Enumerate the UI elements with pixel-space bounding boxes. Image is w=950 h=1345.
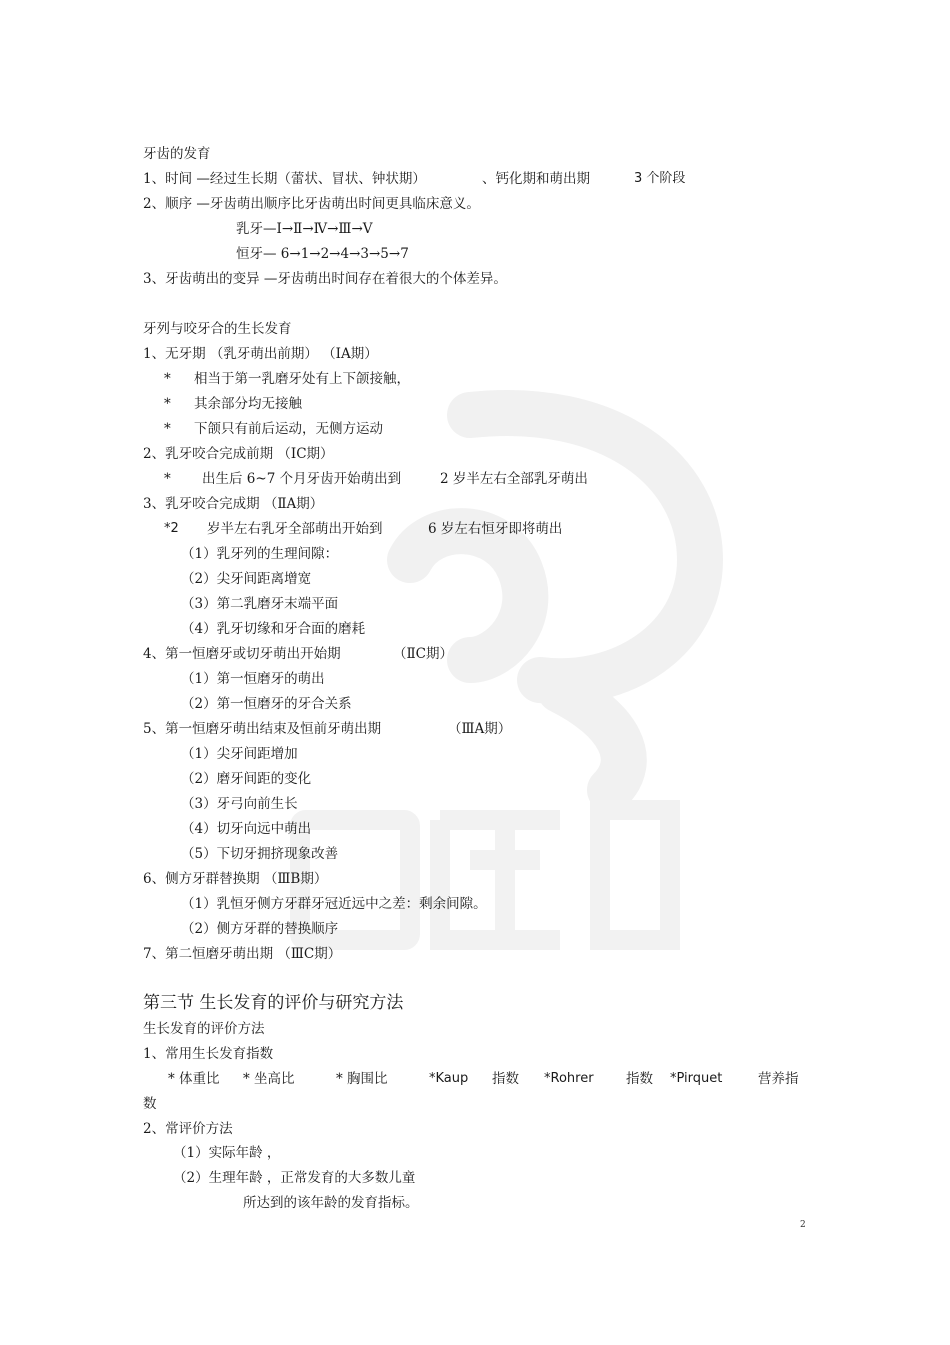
index-item: * 体重比 — [168, 1071, 220, 1087]
bullet-star: * — [164, 396, 171, 412]
line-time-stages: 1、时间 —经过生长期（蕾状、冒状、钟状期） — [143, 171, 426, 187]
list-item: （3）第二乳磨牙末端平面 — [181, 596, 339, 612]
index-item: 指数 — [492, 1071, 519, 1087]
line-eruption-order: 2、顺序 —牙齿萌出顺序比牙齿萌出时间更具临床意义。 — [143, 196, 480, 212]
list-item: （1）实际年龄 ， — [173, 1145, 281, 1161]
list-item-continuation: 所达到的该年龄的发育指标。 — [243, 1195, 419, 1211]
section-heading-tooth-development: 牙齿的发育 — [143, 146, 211, 162]
bullet-text: 下颌只有前后运动，无侧方运动 — [194, 421, 383, 437]
line-eruption-variation: 3、牙齿萌出的变异 —牙齿萌出时间存在着很大的个体差异。 — [143, 271, 507, 287]
line-stage-5-code: （ⅢA期） — [448, 721, 512, 737]
bullet-text: 岁半左右乳牙全部萌出开始到 — [207, 521, 383, 537]
line-time-stages-b: 、钙化期和萌出期 — [482, 171, 590, 187]
index-item: *Rohrer — [544, 1071, 594, 1086]
bullet-star: * — [164, 371, 171, 387]
index-item: * 胸围比 — [336, 1071, 388, 1087]
line-stage-7: 7、第二恒磨牙萌出期 （ⅢC期） — [143, 946, 342, 962]
list-item: （3）牙弓向前生长 — [181, 796, 298, 812]
line-common-indices: 1、常用生长发育指数 — [143, 1046, 274, 1062]
index-item-wrap: 数 — [143, 1096, 157, 1112]
bullet-star-2: *2 — [164, 521, 179, 536]
line-stage-2: 2、乳牙咬合完成前期 （ⅠC期） — [143, 446, 334, 462]
bullet-star: * — [164, 471, 171, 487]
list-item: （2）磨牙间距的变化 — [181, 771, 312, 787]
list-item: （4）切牙向远中萌出 — [181, 821, 312, 837]
index-item: 营养指 — [758, 1071, 799, 1087]
line-permanent-teeth-order: 恒牙— 6→1→2→4→3→5→7 — [236, 246, 409, 262]
index-item: *Kaup — [429, 1071, 469, 1086]
line-stage-4: 4、第一恒磨牙或切牙萌出开始期 — [143, 646, 341, 662]
line-time-stages-c: 3 个阶段 — [634, 171, 686, 186]
section-heading-dentition: 牙列与咬牙合的生长发育 — [143, 321, 292, 337]
bullet-text-b: 6 岁左右恒牙即将萌出 — [428, 521, 563, 537]
line-primary-teeth-order: 乳牙—Ⅰ→Ⅱ→Ⅳ→Ⅲ→Ⅴ — [236, 221, 373, 237]
bullet-text: 出生后 6~7 个月牙齿开始萌出到 — [202, 471, 402, 487]
list-item: （4）乳牙切缘和牙合面的磨耗 — [181, 621, 366, 637]
index-item: *Pirquet — [670, 1071, 723, 1086]
index-item: 指数 — [626, 1071, 653, 1087]
list-item: （1）乳牙列的生理间隙： — [181, 546, 339, 562]
list-item: （1）乳恒牙侧方牙群牙冠近远中之差：剩余间隙。 — [181, 896, 487, 912]
page-number: 2 — [800, 1220, 806, 1230]
list-item: （2）生理年龄 ，正常发育的大多数儿童 — [173, 1170, 416, 1186]
list-item: （1）第一恒磨牙的萌出 — [181, 671, 325, 687]
list-item: （1）尖牙间距增加 — [181, 746, 298, 762]
list-item: （2）第一恒磨牙的牙合关系 — [181, 696, 352, 712]
list-item: （5）下切牙拥挤现象改善 — [181, 846, 339, 862]
chapter-section-title: 第三节 生长发育的评价与研究方法 — [143, 993, 404, 1013]
bullet-text: 其余部分均无接触 — [194, 396, 302, 412]
line-stage-5: 5、第一恒磨牙萌出结束及恒前牙萌出期 — [143, 721, 382, 737]
bullet-text-b: 2 岁半左右全部乳牙萌出 — [440, 471, 588, 487]
line-evaluation-methods: 2、常评价方法 — [143, 1121, 233, 1137]
line-stage-1: 1、无牙期 （乳牙萌出前期） （ⅠA期） — [143, 346, 378, 362]
bullet-text: 相当于第一乳磨牙处有上下颌接触， — [194, 371, 410, 387]
subsection-heading-evaluation: 生长发育的评价方法 — [143, 1021, 265, 1037]
list-item: （2）尖牙间距离增宽 — [181, 571, 312, 587]
line-stage-3: 3、乳牙咬合完成期 （ⅡA期） — [143, 496, 324, 512]
line-stage-6: 6、侧方牙群替换期 （ⅢB期） — [143, 871, 328, 887]
list-item: （2）侧方牙群的替换顺序 — [181, 921, 339, 937]
bullet-star: * — [164, 421, 171, 437]
index-item: * 坐高比 — [243, 1071, 295, 1087]
line-stage-4-code: （ⅡC期） — [393, 646, 454, 662]
